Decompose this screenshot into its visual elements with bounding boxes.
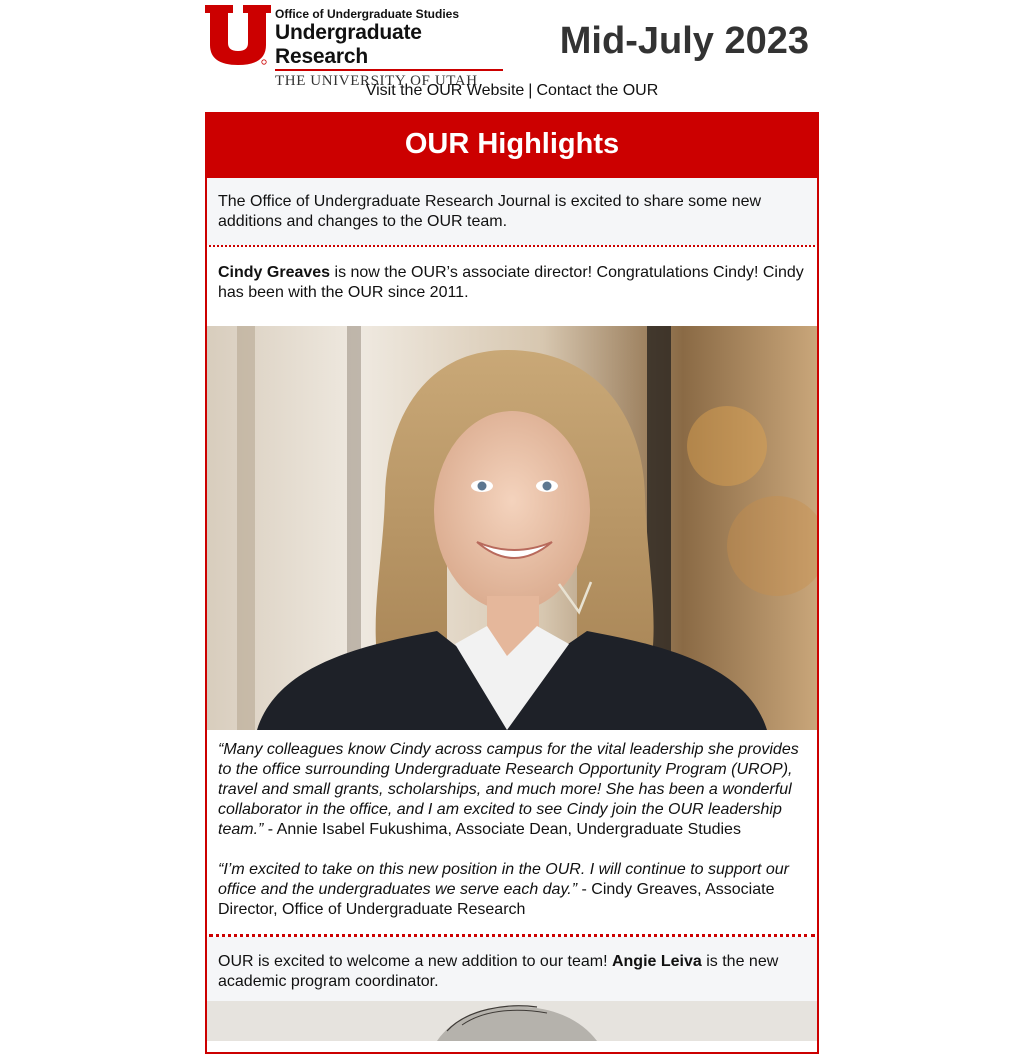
intro-paragraph	[207, 178, 817, 245]
section-banner: OUR Highlights	[207, 112, 817, 178]
angie-announcement-suffix: is the new academic program coordinator.	[218, 953, 779, 990]
cindy-quotes	[207, 730, 817, 934]
angie-announcement-prefix: OUR is excited to welcome a new addition to our team!	[218, 953, 612, 970]
top-links	[205, 82, 819, 100]
portrait-photo-icon	[207, 1001, 817, 1041]
cindy-announcement-text: is now the OUR’s associate director! Congratulations Cindy! Cindy has been with the OUR since 2011.	[218, 264, 804, 301]
quote-greaves-text: “I’m excited to take on this new position in the OUR. I will continue to support our office and the undergraduates we serve each day.”	[218, 861, 789, 898]
intro-text: The Office of Undergraduate Research Journal is excited to share some new additions and changes to the OUR team.	[218, 193, 762, 230]
newsletter-header	[205, 4, 819, 89]
contact-our-link[interactable]: Contact the OUR	[536, 82, 659, 99]
highlights-section	[205, 112, 819, 1054]
logo-department-name: Undergraduate Research	[275, 21, 503, 71]
quote-fukushima-attribution: - Annie Isabel Fukushima, Associate Dean, Undergraduate Studies	[263, 821, 741, 838]
logo-university-name: THE UNIVERSITY OF UTAH	[275, 73, 478, 89]
logo-office-name: Office of Undergraduate Studies	[275, 7, 460, 21]
visit-our-website-link[interactable]: Visit the OUR Website	[365, 82, 525, 99]
cindy-portrait-photo	[207, 326, 817, 730]
university-of-utah-logo-icon	[205, 5, 271, 65]
angie-portrait-photo	[207, 1001, 817, 1041]
issue-date: Mid-July 2023	[559, 20, 809, 62]
logo-wordmark	[275, 7, 575, 90]
angie-announcement	[207, 937, 817, 1001]
quote-fukushima	[218, 740, 806, 840]
cindy-announcement	[207, 247, 817, 326]
angie-name: Angie Leiva	[611, 953, 702, 970]
quote-fukushima-text: “Many colleagues know Cindy across campus for the vital leadership she provides to the office surrounding Undergraduate Research Opportunity Program (UROP), travel and small grants, scholarships, and much more! She has been a wonderful collaborator in the office, and I am excited to see Cindy join the OUR leadership team.”	[218, 741, 799, 838]
quote-greaves	[218, 860, 806, 920]
portrait-photo-icon	[207, 326, 817, 730]
quote-greaves-attribution: - Cindy Greaves, Associate Director, Office of Undergraduate Research	[218, 881, 775, 918]
cindy-name: Cindy Greaves	[218, 264, 331, 281]
link-separator: |	[528, 82, 533, 99]
